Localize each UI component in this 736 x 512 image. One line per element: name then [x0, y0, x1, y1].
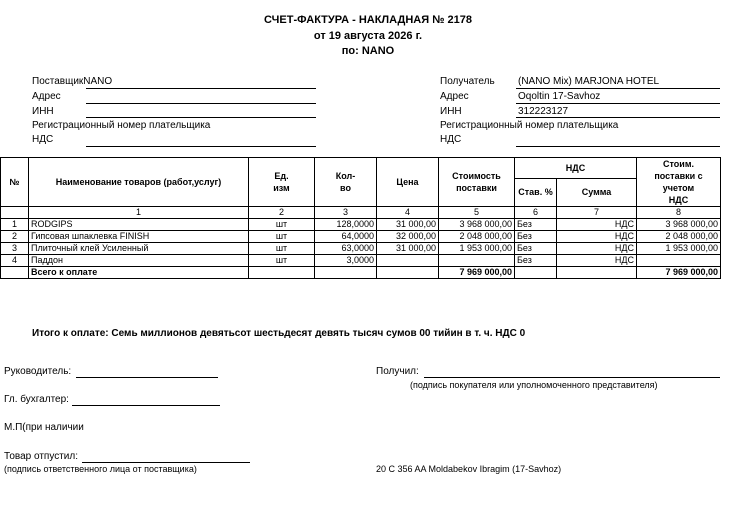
released-note: (подпись ответственного лица от поставщика) [4, 464, 197, 474]
received-signature-line [424, 377, 720, 378]
director-label: Руководитель: [4, 366, 72, 377]
table-total-row [1, 267, 721, 279]
row-sum: НДС [557, 219, 637, 231]
row-price: 32 000,00 [377, 231, 439, 243]
row-qty: 64,0000 [315, 231, 377, 243]
colnum-3: 3 [315, 207, 377, 219]
supplier-label: ПоставщикNANO [32, 76, 113, 87]
row-unit: шт [249, 231, 315, 243]
row-num: 4 [1, 255, 29, 267]
table-header-row [1, 158, 721, 179]
released-signature-line [82, 462, 250, 463]
supplier-nds-label: НДС [32, 134, 54, 145]
colnum-2: 2 [249, 207, 315, 219]
colnum-1: 1 [29, 207, 249, 219]
total-cost: 7 969 000,00 [439, 267, 515, 279]
colnum-6: 6 [515, 207, 557, 219]
supplier-inn-label: ИНН [32, 106, 54, 117]
header-sum: Сумма [557, 179, 637, 207]
row-num: 2 [1, 231, 29, 243]
row-sum: НДС [557, 231, 637, 243]
supplier-address-label: Адрес [32, 91, 61, 102]
receiver-name-line [516, 88, 720, 89]
receiver-name: (NANO Mix) MARJONA HOTEL [518, 76, 660, 87]
receiver-reg-label: Регистрационный номер плательщика [440, 120, 619, 131]
payment-summary: Итого к оплате: Семь миллионов девятьсот шестьдесят девять тысяч сумов 00 тийин в т. ч. НДС 0 [32, 328, 526, 339]
header-num: № [1, 158, 29, 207]
row-sum: НДС [557, 243, 637, 255]
receiver-address-label: Адрес [440, 91, 469, 102]
header-total: Стоим. поставки с учетом НДС [637, 158, 721, 207]
receiver-label: Получатель [440, 76, 495, 87]
supplier-reg-label: Регистрационный номер плательщика [32, 120, 211, 131]
header-qty: Кол-во [315, 158, 377, 207]
header-rate: Став. % [515, 179, 557, 207]
total-label: Всего к оплате [29, 267, 249, 279]
header-nds: НДС [515, 158, 637, 179]
header-price: Цена [377, 158, 439, 207]
colnum-7: 7 [557, 207, 637, 219]
row-total: 2 048 000,00 [637, 231, 721, 243]
row-total: 3 968 000,00 [637, 219, 721, 231]
supplier-nds-line [86, 146, 316, 147]
colnum-4: 4 [377, 207, 439, 219]
invoice-table [0, 157, 721, 279]
invoice-po: по: NANO [341, 45, 395, 57]
row-name: Гипсовая шпаклевка FINISH [29, 231, 249, 243]
row-rate: Без [515, 219, 557, 231]
colnum-5: 5 [439, 207, 515, 219]
supplier-inn-line [86, 117, 316, 118]
released-label: Товар отпустил: [4, 451, 78, 462]
received-note: (подпись покупателя или уполномоченного представителя) [410, 380, 658, 390]
header-unit: Ед. изм [249, 158, 315, 207]
row-name: Паддон [29, 255, 249, 267]
supplier-address-line [86, 103, 316, 104]
invoice-date: от 19 августа 2026 г. [313, 30, 423, 42]
row-price: 31 000,00 [377, 243, 439, 255]
receiver-nds-label: НДС [440, 134, 462, 145]
row-price [377, 255, 439, 267]
receiver-inn: 312223127 [518, 106, 569, 117]
receiver-address: Oqoltin 17-Savhoz [518, 91, 601, 102]
accountant-signature-line [72, 405, 220, 406]
receiver-inn-line [516, 117, 720, 118]
header-name: Наименование товаров (работ,услуг) [29, 158, 249, 207]
row-cost: 2 048 000,00 [439, 231, 515, 243]
table-row [1, 231, 721, 243]
accountant-label: Гл. бухгалтер: [4, 394, 69, 405]
table-row [1, 255, 721, 267]
row-unit: шт [249, 243, 315, 255]
row-num: 3 [1, 243, 29, 255]
table-row [1, 219, 721, 231]
received-label: Получил: [376, 366, 419, 377]
row-name: RODGIPS [29, 219, 249, 231]
row-name: Плиточный клей Усиленный [29, 243, 249, 255]
table-colnum-row [1, 207, 721, 219]
row-cost: 3 968 000,00 [439, 219, 515, 231]
table-row [1, 243, 721, 255]
total-with-nds: 7 969 000,00 [637, 267, 721, 279]
footer-text: 20 C 356 AA Moldabekov Ibragim (17-Savhoz) [376, 464, 562, 474]
row-rate: Без [515, 255, 557, 267]
row-rate: Без [515, 231, 557, 243]
supplier-name: NANO [83, 76, 113, 87]
row-rate: Без [515, 243, 557, 255]
receiver-inn-label: ИНН [440, 106, 462, 117]
supplier-name-line [86, 88, 316, 89]
row-qty: 3,0000 [315, 255, 377, 267]
row-qty: 128,0000 [315, 219, 377, 231]
row-sum: НДС [557, 255, 637, 267]
stamp-label: М.П(при наличии [4, 422, 84, 433]
row-qty: 63,0000 [315, 243, 377, 255]
header-cost: Стоимость поставки [439, 158, 515, 207]
invoice-title: СЧЕТ-ФАКТУРА - НАКЛАДНАЯ № 2178 [264, 14, 472, 26]
director-signature-line [76, 377, 218, 378]
row-cost [439, 255, 515, 267]
colnum-8: 8 [637, 207, 721, 219]
receiver-address-line [516, 103, 720, 104]
row-total: 1 953 000,00 [637, 243, 721, 255]
row-price: 31 000,00 [377, 219, 439, 231]
row-num: 1 [1, 219, 29, 231]
row-unit: шт [249, 255, 315, 267]
row-cost: 1 953 000,00 [439, 243, 515, 255]
row-unit: шт [249, 219, 315, 231]
row-total [637, 255, 721, 267]
receiver-nds-line [516, 146, 720, 147]
